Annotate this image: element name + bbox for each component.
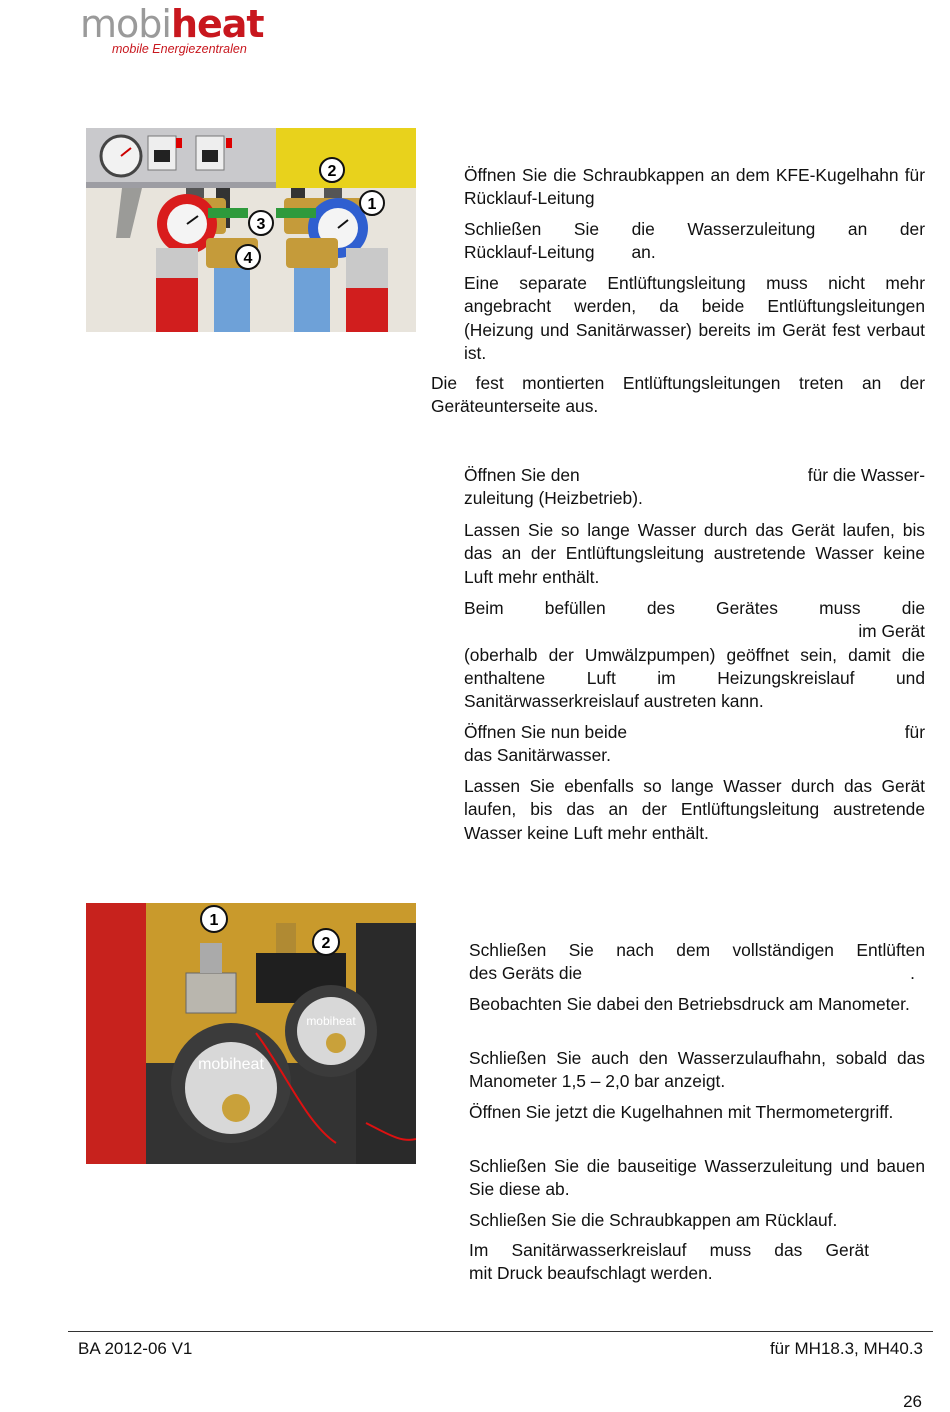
s2-para-2: Lassen Sie so lange Wasser durch das Gerät laufen, bis das an der Entlüftungsleitung austretende Wasser keine Luft mehr enthält. (464, 520, 925, 587)
logo-wordmark: mobiheat (80, 2, 264, 46)
svg-text:4: 4 (243, 250, 253, 267)
svg-text:1: 1 (367, 196, 377, 213)
pumps-illustration (86, 903, 416, 1164)
photo-pumps (86, 903, 416, 1164)
s3-para-1: Schließen Sie nach dem vollständigen Entlüften des Geräts die . (469, 940, 925, 984)
footer-models: für MH18.3, MH40.3 (769, 1339, 923, 1358)
svg-text:2: 2 (327, 163, 337, 180)
s1-para-4: Die fest montierten Entlüftungsleitungen treten an der Geräteunterseite aus. (431, 373, 925, 417)
valves-illustration (86, 128, 416, 332)
page-number: 26 (903, 1392, 922, 1411)
s3-para-6: Schließen Sie die Schraubkappen am Rücklauf. (469, 1210, 838, 1230)
svg-text:3: 3 (256, 216, 266, 233)
s2-para-3: Beim befüllen des Gerätes muss die im Gerät (oberhalb der Umwälzpumpen) geöffnet sein, damit die enthaltene Luft im Heizungskreislauf und Sanitärwasserkreislauf austreten kann. (464, 598, 925, 712)
s2-para-4: Öffnen Sie nun beide für das Sanitärwasser. (464, 722, 925, 766)
s3-para-5: Schließen Sie die bauseitige Wasserzuleitung und bauen Sie diese ab. (469, 1156, 925, 1200)
svg-text:1: 1 (209, 912, 219, 929)
footer-doc-version: BA 2012-06 V1 (78, 1339, 193, 1358)
s3-para-4: Öffnen Sie jetzt die Kugelhahnen mit Thermometergriff. (469, 1102, 894, 1122)
s1-para-2: Schließen Sie die Wasserzuleitung an der Rücklauf-Leitung an. (464, 219, 925, 263)
svg-text:2: 2 (321, 935, 331, 952)
s1-para-3: Eine separate Entlüftungsleitung muss nicht mehr angebracht werden, da beide Entlüftungsleitungen (Heizung und Sanitärwasser) bereits im Gerät fest verbaut ist. (464, 273, 925, 363)
photo-valves (86, 128, 416, 332)
s3-para-2: Beobachten Sie dabei den Betriebsdruck am Manometer. (469, 994, 910, 1014)
footer-divider (68, 1331, 933, 1332)
s2-para-5: Lassen Sie ebenfalls so lange Wasser durch das Gerät laufen, bis das an der Entlüftungsleitung austretende Wasser keine Luft mehr enthält. (464, 776, 925, 843)
s3-para-3: Schließen Sie auch den Wasserzulaufhahn, sobald das Manometer 1,5 – 2,0 bar anzeigt. (469, 1048, 925, 1092)
svg-text:mobiheat: mobiheat (306, 1014, 356, 1028)
logo (80, 4, 270, 64)
s3-para-7: Im Sanitärwasserkreislauf muss das Gerät mit Druck beaufschlagt werden. (469, 1240, 869, 1284)
svg-text:mobiheat: mobiheat (198, 1056, 264, 1073)
s2-para-1: Öffnen Sie den für die Wasser- zuleitung (Heizbetrieb). (464, 465, 925, 509)
s1-para-1: Öffnen Sie die Schraubkappen an dem KFE-Kugelhahn für Rücklauf-Leitung (464, 165, 925, 209)
logo-tagline: mobile Energiezentralen (112, 42, 247, 56)
